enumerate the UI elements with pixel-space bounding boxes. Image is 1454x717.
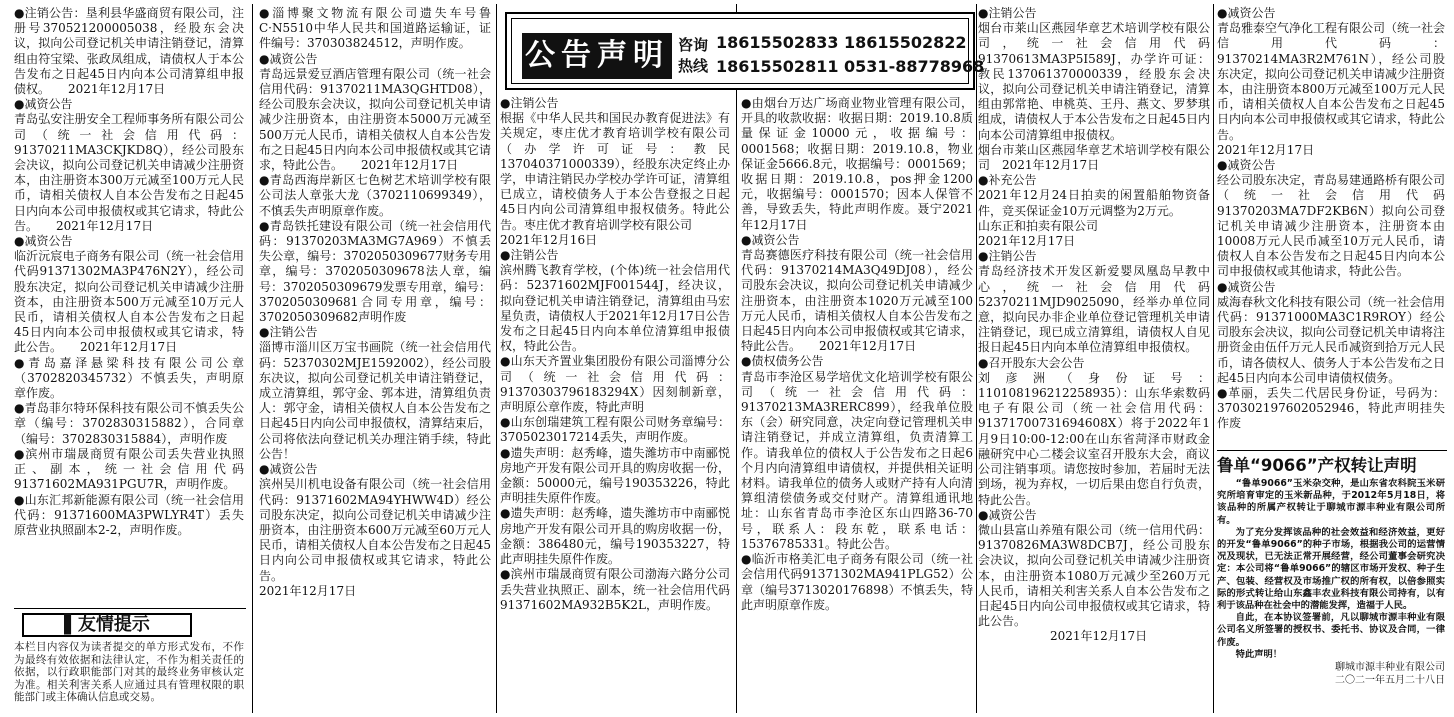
transfer-notice-body [1217,478,1445,661]
notice-item: ●减资公告 [14,234,73,249]
notice-item: ●减资公告 [1217,279,1276,294]
notice-item: 经公司股东决定，青岛易建通路桥有限公司（统一社会信用代码91370203MA7DF2KB6N）拟向公司登记机关申请减少注册资本，注册资本由10008万元人民币减至10万元人民币，请债权人自本公告发布之日起45日内向本公司申报债权或其他请求，特此公告。 [1217,173,1445,279]
notice-item: 青岛雅泰空气净化工程有限公司（统一社会信用代码：91370214MA3R2M761N），经公司股东决定，拟向公司登记机关申请减少注册资本，由注册资本800万元减至100万元人民币，请相关债权人自本公告发布之日起45日内向本公司申报债权或其它请求，特此公告。 [1217,21,1445,142]
notice-item: 根据《中华人民共和国民办教育促进法》有关规定，枣庄优才教育培训学校有限公司（办学许可证号：教民137040371000339），经股东决定终止办学，申请注销民办学校办学许可证，清算组已成立，请校债务人于本公告登报之日起45日内向公司清算组申报权债务。特此公告。枣庄优才教育培训学校有限公司 [500,111,730,232]
header-banner: 公告声明 [522,33,672,79]
column-2 [259,6,491,713]
column-6 [1217,6,1445,449]
notice-item: 青岛经济技术开发区新爱婴凤凰岛早教中心，统一社会信用代码52370211MJD9025090，经举办单位同意，拟向民办非企业单位登记管理机关申请注销登记，现已成立清算组，请债权人自见报日起45日内向本单位清算组申报债权。 [978,264,1210,355]
column-divider [736,4,737,713]
transfer-notice-title: 鲁单“9066”产权转让声明 [1217,456,1417,475]
notice-item: 青岛赛德医疗科技有限公司（统一社会信用代码：91370214MA3Q49DJ08），经公司股东会决议，拟向公司登记机关申请减少注册资本，由注册资本1020万元减至100万元人民币，请相关债权人自本公告发布之日起45日内向本公司申报债权或其它请求，特此公告。 2021年12月17日 [741,248,973,354]
notice-item: ●减资公告 [259,51,318,66]
notice-item: ●注销公告 [259,325,318,340]
column-divider [496,4,497,713]
phone-line: 18615502811 0531-88778968 [716,57,985,76]
notice-item: ●减资公告 [14,97,73,112]
notice-item: ●注销公告 [500,248,559,263]
notice-item: ●青岛菲尔特环保科技有限公司不慎丢失公章（编号：3702830315882），合同章（编号：3702830315884），声明作废 [14,401,244,446]
notice-item: ●减资公告 [1217,6,1276,20]
notice-paragraph: “鲁单9066”玉米杂交种，是山东省农科院玉米研究所培育审定的玉米新品种，于2012年5月18日，将该品种的所属产权转让于聊城市源丰种业有限公司所有。 [1217,478,1445,526]
notice-item: ●注销公告 [978,249,1037,264]
notice-item: ●青岛西海岸新区七色树艺术培训学校有限公司法人章张大龙（3702110699349），不慎丢失声明原章作废。 [259,173,491,218]
notice-item: ●山东创瑞建筑工程有限公司财务章编号：3705023017214丢失，声明作废。 [500,415,730,445]
transfer-notice [1217,454,1445,712]
notice-item: 山东正和拍卖有限公司 [978,218,1099,233]
friendly-reminder-title [22,613,192,637]
notice-item: 2021年12月24日拍卖的闲置船舶物资备件，竞买保证金10万元调整为2万元。 [978,188,1210,218]
notice-item: ●山东天齐置业集团股份有限公司淄博分公司（统一社会信用代码：91370303796183294X）因刻制新章，声明原公章作废，特此声明 [500,354,730,415]
section-divider [1217,450,1447,451]
notice-item: 2021年12月17日 [978,234,1076,249]
notice-item: 2021年12月16日 [500,232,598,247]
column-3 [500,96,730,713]
friendly-reminder-body: 本栏目内容仅为读者提交的单方形式发布，不作为最终有效依据和法律认定，不作为相关责任的依据，以行政职能部门对其的最终业务审核认定为准。相关利害关系人应通过具有管理权限的职能部门或主体确认信息或交易。 [14,641,244,703]
column-divider [252,4,253,713]
column-divider [976,4,977,713]
notice-item: ●遗失声明：赵秀峰，遗失潍坊市中南郦悦房地产开发有限公司开具的购房收据一份，金额：386480元，编号190353227，特此声明挂失原件作废。 [500,506,730,567]
notice-item: ●滨州市瑞晟商贸有限公司丢失营业执照正、副本，统一社会信用代码91371602MA931PGU7R，声明作废。 [14,446,244,492]
notice-item: 滨州腾飞教育学校，(个体)统一社会信用代码：52371602MJF001544J，经决议，拟向登记机关申请注销登记，清算组由马宏星负责，请债权人于2021年12月17日公告发布之日起45日内向本单位清算组申报债权，特此公告。 [500,263,730,354]
notice-item: ●青岛嘉泽悬梁科技有限公司公章（3702820345732）不慎丢失，声明原章作废。 [14,355,244,401]
notice-item: ●减资公告 [978,507,1037,522]
notice-item: ●注销公告 [978,6,1037,20]
friendly-reminder [14,613,244,713]
column-4 [741,96,973,713]
notice-item: 青岛弘安注册安全工程师事务所有限公司公司（统一社会信用代码：91370211MA3CKJKD8Q），经公司股东会决议，拟向公司登记机关申请减少注册资本，由注册资本300万元减至100万元人民币，请相关债权人自本公告发布之日起45日内向本公司申报债权或其它请求，特此公告。 2021年12月17日 [14,112,244,233]
notice-item: 2021年12月17日 [978,629,1148,644]
notice-paragraph: 自此，在本协议签署前，凡以聊城市源丰种业有限公司名义所签署的授权书、委托书、协议及合同，一律作废。 [1217,612,1445,648]
notice-item: ●注销公告：垦利县华盛商贸有限公司，注册号370521200005038，经股东会决议，拟向公司登记机关申请注销登记，清算组由符宝梁、张政凤组成，请债权人于本公告发布之日起45日内向本公司清算组申报债权。 2021年12月17日 [14,6,244,97]
notice-paragraph: 特此声明！ [1235,648,1283,660]
notice-item: ●滨州市瑞晟商贸有限公司渤海六路分公司丢失营业执照正、副本，统一社会信用代码91371602MA932B5K2L，声明作废。 [500,567,730,612]
column-divider [1213,4,1214,713]
notice-item: 微山县富山养殖有限公司（统一信用代码：91370826MA3W8DCB7J，经公司股东会决议，拟向公司登记机关申请减少注册资本，由注册资本1080万元减少至260万元人民币，请相关利害关系人自本公告发布之日起45日内向公司申报债权或其它请求，特此公告。 [978,522,1210,629]
notice-item: 滨州吴川机电设备有限公司（统一社会信用代码：91371602MA94YHWW4D）经公司股东决定，拟向公司登记机关申请减少注册资本，由注册资本600万元减至60万元人民币，请相关债权人自本公告发布之日起45日内向公司申报债权或其它请求，特此公告。 [259,477,491,583]
notice-item: 烟台市莱山区燕园华章艺术培训学校有限公司，统一社会信用代码91370613MA3P5I589J，办学许可证：教民137061370000339，经股东会决议，拟向公司登记机关申请注销登记，清算组由郭常艳、申桃英、王丹、燕文、罗梦琪组成，请债权人于本公告发布之日起45日内向本公司清算组申报债权。 [978,21,1210,142]
hotline-label: 咨询热线 [678,36,709,75]
notice-item: ●补充公告 [978,173,1037,188]
notice-date: 二〇二一年五月二十八日 [1335,675,1445,687]
notice-item: 青岛远景爱豆酒店管理有限公司（统一社会信用代码：91370211MA3QGHTD08），经公司股东会决议，拟向公司登记机关申请减少注册资本，由注册资本5000万元减至500万元人民币，请相关债权人自本公告发布之日起45日内向本公司申报债权或其它请求，特此公告。 2021年12月17日 [259,66,491,173]
notice-item: 2021年12月17日 [1217,142,1315,157]
column-5 [978,6,1210,713]
notice-item: 烟台市莱山区燕园华章艺术培训学校有限公司 2021年12月17日 [978,142,1210,173]
notice-item: ●减资公告 [741,232,800,247]
notice-item: 临沂沅宸电子商务有限公司（统一社会信用代码91371302MA3P476N2Y），经公司股东决定，拟向公司登记机关申请减少注册资本，由注册资本500万元减至10万元人民币，请相关债权人自本公告发布之日起45日内向本公司申报债权或其它请求，特此公告。 2021年12月17日 [14,249,244,355]
notice-signature: 聊城市源丰种业有限公司 [1335,662,1445,674]
notice-item: ●减资公告 [1217,158,1276,173]
notice-item: ●淄博聚文物流有限公司遗失车号鲁C·N5510中华人民共和国道路运输证，证件编号：370303824512，声明作废。 [259,6,491,51]
notice-item: ●革丽，丢失二代居民身份证，号码为：370302197602052946，特此声明挂失作废 [1217,386,1445,431]
notice-item: ●青岛铁托建设有限公司（统一社会信用代码：91370203MA3MG7A969）不慎丢失公章，编号：3702050309677财务专用章，编号：3702050309678法人章，编号：3702050309679发票专用章，编号：3702050309681合同专用章，编号：3702050309682声明作废 [259,218,491,325]
hotline-phones [716,31,985,79]
column-1 [14,6,244,625]
notice-item: ●召开股东大会公告 [978,355,1085,370]
notice-item: 淄博市淄川区万宝书画院（统一社会信用代码：52370302MJE1592002），经公司股东决议，拟向公司登记机关申请注销登记，成立清算组，郭守金、郭本进，清算组负责人：郭守金，请相关债权人自本公告发布之日起45日内向公司申报债权，清算结束后，公司将依法向登记机关办理注销手续，特此公告！ [259,340,491,461]
notice-item: ●山东汇邦新能源有限公司（统一社会信用代码：91371600MA3PWLYR4T）丢失原营业执照副本2-2，声明作废。 [14,492,244,537]
notice-header [505,12,985,90]
header-frame [511,18,985,84]
notice-item: ●注销公告 [500,96,559,110]
notice-item: 刘彦洲（身份证号：110108196212258935）：山东华索数码电子有限公司（统一社会信用代码：91371700731694608X）将于2022年1月9日10:00-12:00在山东省菏泽市财政金融研究中心二楼会议室召开股东大会，商议公司注销事项。请您按时参加，若届时无法到场，视为弃权，一切后果由您自行负责，特此公告。 [978,370,1210,507]
notice-item: ●遗失声明：赵秀峰，遗失潍坊市中南郦悦房地产开发有限公司开具的购房收据一份，金额：50000元，编号190353226，特此声明挂失原件作废。 [500,445,730,506]
notice-item: ●债权债务公告 [741,354,824,369]
notice-item: ●减资公告 [259,462,318,477]
phone-line: 18615502833 18615502822 [716,33,967,52]
info-icon: ▌ [64,614,78,635]
notice-item: ●临沂市格美汇电子商务有限公司（统一社会信用代码91371302MA941PLG52）公章（编号3713020176898）不慎丢失，特此声明原章作废。 [741,552,973,612]
notice-item: 威海春秋文化科技有限公司（统一社会信用代码：91371000MA3C1R9ROY）经公司股东会决议，拟向公司登记机关申请将注册资金由伍仟万元人民币减资到拾万元人民币，请各债权人、债务人于本公告发布之日起45日内向本公司申请债权债务。 [1217,294,1445,385]
friendly-title-text: 友情提示 [77,614,150,635]
notice-paragraph: 为了充分发挥该品种的社会效益和经济效益，更好的开发“鲁单9066”的种子市场，根据我公司的运营情况及现状，已无法正常开展经营，经公司董事会研究决定：本公司将“鲁单9066”的辖区市场开发权、种子生产、包装、经营权及市场推广权的所有权，以倍参照实际的形式转让给山东鑫丰农业科技有限公司持有，以有利于该品种在社会中的潜能发挥，造福于人民。 [1217,526,1445,612]
notice-item: ●由烟台万达广场商业物业管理有限公司，开具的收款收据：收据日期：2019.10.8质量保证金10000元，收据编号：0001568；收据日期：2019.10.8，物业保证金5666.8元，收据编号：0001569；收据日期：2019.10.8，pos押金1200元，收据编号：0001570；因本人保管不善，导致丢失，特此声明作废。聂宁2021年12月17日 [741,96,973,232]
notice-item: 2021年12月17日 [259,583,357,598]
notice-item: 青岛市李沧区易学培优文化培训学校有限公司（统一社会信用代码：91370213MA3RERC899），经我单位股东（会）研究同意，决定向登记管理机关申请注销登记，并成立清算组，负责清算工作。请我单位的债权人于公告发布之日起6个月内向清算组申请债权，并提供相关证明材料。请我单位的债务人或财产持有人向清算组清偿债务或交付财产。清算组通讯地址：山东省青岛市李沧区东山四路36-70号，联系人：段东乾，联系电话：15376785331。特此公告。 [741,369,973,551]
